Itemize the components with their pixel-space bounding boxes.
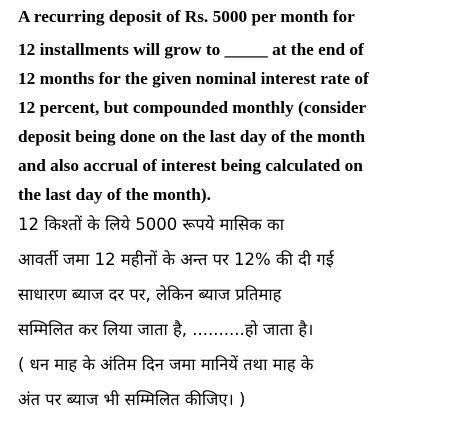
english-line-2: 12 installments will grow to _____ at the end of (18, 40, 364, 59)
hindi-line-6: अंत पर ब्याज भी सम्मिलित कीजिए। ) (18, 390, 246, 409)
english-line-4: 12 percent, but compounded monthly (consider (18, 98, 367, 117)
english-line-3: 12 months for the given nominal interest rate of (18, 69, 369, 88)
hindi-line-3: साधारण ब्याज दर पर, लेकिन ब्याज प्रतिमाह (18, 285, 282, 304)
english-line-5: deposit being done on the last day of the month (18, 127, 366, 146)
english-line-7: the last day of the month). (18, 185, 211, 204)
hindi-line-4: सम्मिलित कर लिया जाता है, ..........हो जाता है। (18, 320, 314, 339)
hindi-line-2: आवर्ती जमा 12 महीनों के अन्त पर 12% की दी गई (18, 250, 334, 269)
english-line-1: A recurring deposit of Rs. 5000 per month for (18, 7, 355, 26)
english-line-6: and also accrual of interest being calculated on (18, 156, 363, 175)
hindi-line-5: ( धन माह के अंतिम दिन जमा मानियें तथा माह के (18, 355, 314, 374)
hindi-line-1: 12 किश्तों के लिये 5000 रूपये मासिक का (18, 215, 284, 234)
